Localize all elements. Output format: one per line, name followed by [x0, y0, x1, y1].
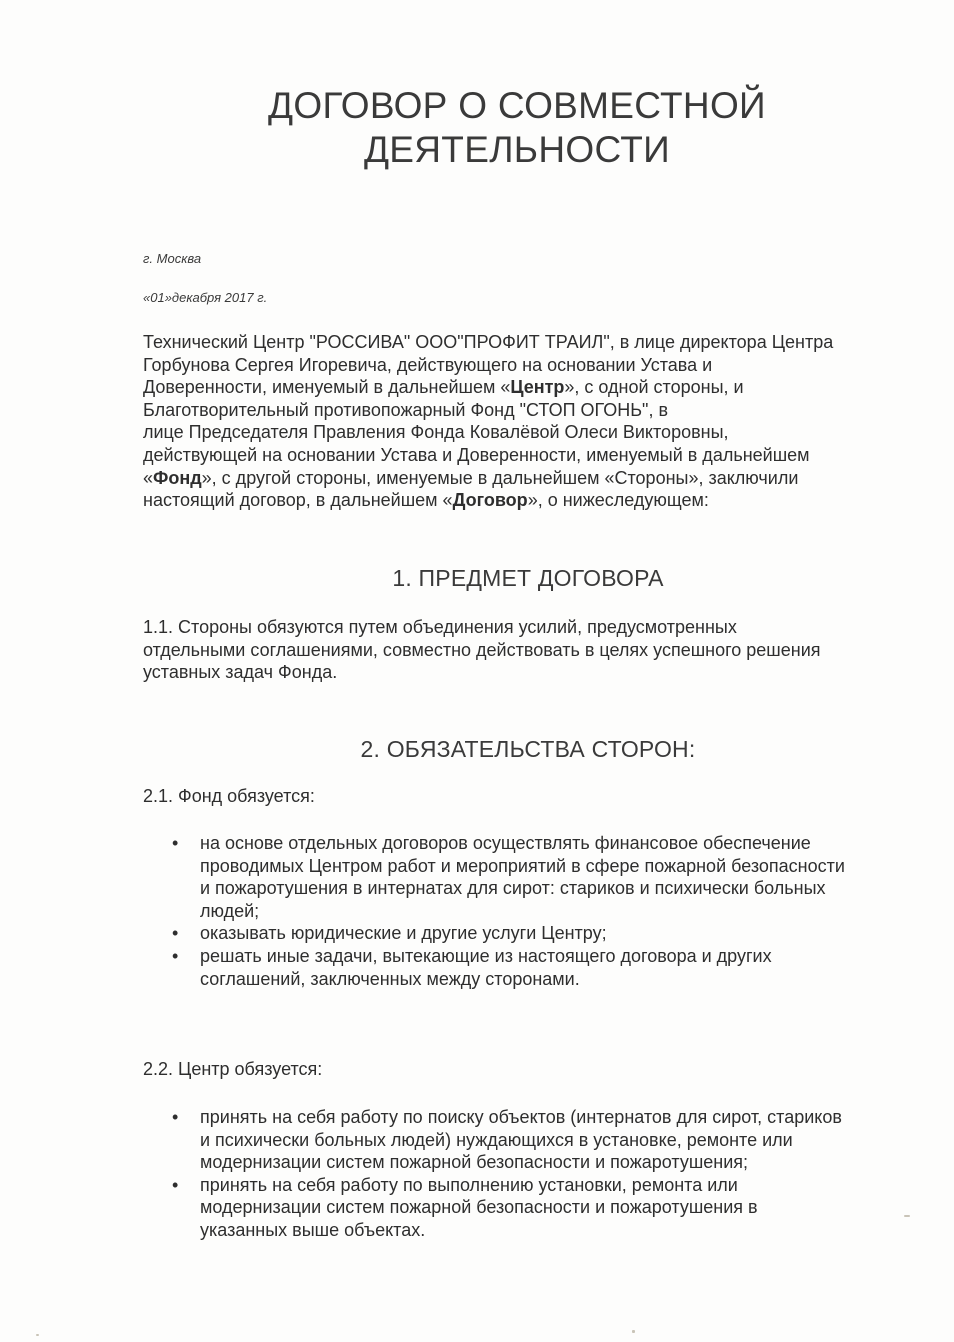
- term-contract: Договор: [452, 490, 528, 511]
- preamble-line: Горбунова Сергея Игоревича, действующего на основании Устава и: [143, 354, 713, 375]
- clause-2-1-list: [170, 832, 910, 990]
- bullet-icon: •: [172, 1107, 179, 1127]
- preamble: [143, 331, 903, 512]
- list-item-line: указанных выше объектах.: [200, 1219, 426, 1240]
- list-item-line: соглашений, заключенных между сторонами.: [200, 968, 580, 989]
- list-item-line: проводимых Центром работ и мероприятий в сфере пожарной безопасности: [200, 855, 845, 876]
- preamble-line: [143, 467, 903, 490]
- clause-2-2-label: 2.2. Центр обязуется:: [143, 1059, 323, 1079]
- preamble-text: настоящий договор, в дальнейшем «: [143, 490, 453, 511]
- clause-1-1: [143, 616, 903, 684]
- term-center: Центр: [510, 377, 565, 398]
- list-item-line: принять на себя работу по выполнению установки, ремонта или: [200, 1174, 738, 1195]
- list-item: [170, 945, 910, 990]
- bullet-icon: •: [172, 945, 179, 966]
- list-item: [170, 832, 910, 922]
- clause-line: уставных задач Фонда.: [143, 662, 338, 683]
- preamble-line: Технический Центр "РОССИВА" ООО"ПРОФИТ ТРАИЛ", в лице директора Центра: [143, 332, 834, 352]
- title-line-2: ДЕЯТЕЛЬНОСТИ: [363, 129, 671, 170]
- preamble-text: Доверенности, именуемый в дальнейшем «: [143, 377, 511, 398]
- list-item-line: людей;: [200, 900, 260, 921]
- document-title: [200, 84, 834, 172]
- preamble-line: действующей на основании Устава и Доверенности, именуемый в дальнейшем: [143, 444, 810, 465]
- list-item-line: и пожаротушения в интернатах для сирот: стариков и психически больных: [200, 878, 826, 899]
- list-item-line: на основе отдельных договоров осуществлять финансовое обеспечение: [200, 833, 811, 853]
- term-fund: Фонд: [153, 467, 202, 488]
- list-item-line: принять на себя работу по поиску объектов (интернатов для сирот, стариков: [200, 1107, 842, 1127]
- list-item: [170, 1174, 910, 1242]
- preamble-line: Благотворительный противопожарный Фонд "СТОП ОГОНЬ", в: [143, 399, 669, 420]
- scan-speck: [904, 1215, 910, 1217]
- list-item-line: решать иные задачи, вытекающие из настоящего договора и других: [200, 945, 772, 966]
- list-item-line: оказывать юридические и другие услуги Центру;: [200, 923, 607, 944]
- list-item-line: модернизации систем пожарной безопасности и пожаротушения;: [200, 1152, 749, 1173]
- contract-date: «01»декабря 2017 г.: [143, 290, 268, 305]
- list-item: [170, 922, 910, 945]
- list-item-line: модернизации систем пожарной безопасности и пожаротушения в: [200, 1197, 758, 1218]
- section-1-heading: 1. ПРЕДМЕТ ДОГОВОРА: [392, 565, 664, 591]
- list-item-line: и психически больных людей) нуждающихся в установке, ремонте или: [200, 1129, 793, 1150]
- clause-2-2-list: [170, 1106, 910, 1242]
- bullet-icon: •: [172, 833, 179, 853]
- scan-speck: [36, 1334, 39, 1336]
- contract-city: г. Москва: [143, 251, 202, 266]
- preamble-text: «: [143, 467, 154, 488]
- clause-2-1-label: 2.1. Фонд обязуется:: [143, 786, 315, 806]
- preamble-line: [143, 376, 903, 399]
- preamble-text: », с одной стороны, и: [564, 377, 744, 398]
- preamble-line: [143, 489, 903, 512]
- bullet-icon: •: [172, 1174, 179, 1195]
- title-line-1: ДОГОВОР О СОВМЕСТНОЙ: [268, 85, 766, 126]
- section-2-heading: 2. ОБЯЗАТЕЛЬСТВА СТОРОН:: [360, 736, 696, 762]
- clause-line: 1.1. Стороны обязуются путем объединения усилий, предусмотренных: [143, 617, 737, 637]
- list-item: [170, 1106, 910, 1174]
- scan-speck: [632, 1330, 635, 1333]
- preamble-text: », с другой стороны, именуемые в дальнейшем «Стороны», заключили: [201, 467, 799, 488]
- preamble-line: лице Председателя Правления Фонда Ковалёвой Олеси Викторовны,: [143, 422, 729, 443]
- bullet-icon: •: [172, 923, 179, 944]
- preamble-text: », о нижеследующем:: [527, 490, 709, 511]
- clause-line: отдельными соглашениями, совместно действовать в целях успешного решения: [143, 639, 821, 660]
